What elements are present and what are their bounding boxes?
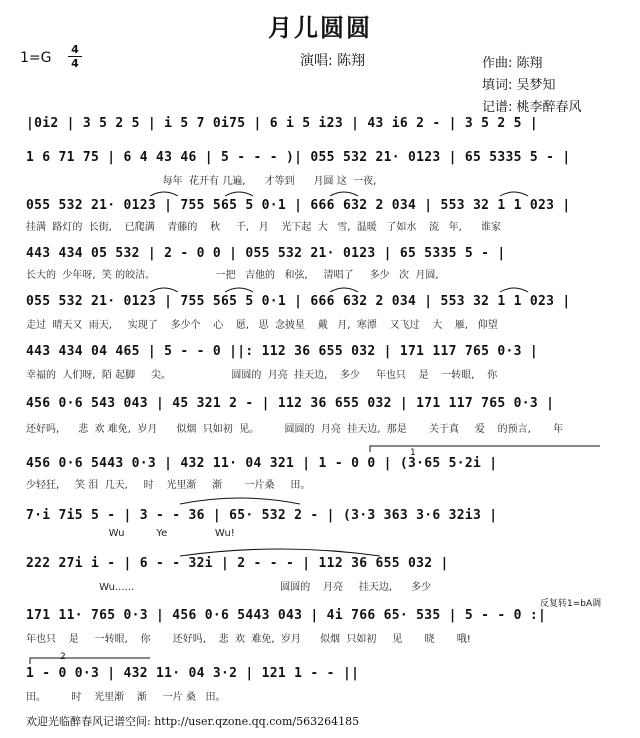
key-signature: 1=G bbox=[20, 50, 52, 66]
slur bbox=[150, 192, 178, 196]
slur bbox=[330, 288, 358, 292]
notes-line: 1 6 71 75 | 6 4 43 46 | 5 - - - )| 055 532 21· 0123 | 65 5335 5 - | bbox=[26, 150, 571, 165]
song-title: 月儿圆圆 bbox=[268, 13, 372, 42]
notes-line: 443 434 04 465 | 5 - - 0 ||: 112 36 655 032 | 171 117 765 0·3 | bbox=[26, 344, 538, 359]
slur bbox=[330, 192, 358, 196]
lyricist-credit: 填词: 吴梦知 bbox=[482, 78, 556, 93]
lyric-line-6: 幸福的 人们呀, 陌 起脚 尖。 圆圆的 月亮 挂天边, 多少 年也只 是 一转眼, 你 bbox=[26, 370, 498, 381]
lyric-line-5: 走过 晴天又 雨天, 实现了 多少个 心 愿, 思 念披星 戴 月, 寒潭 又飞过 大 雁, 仰望 bbox=[26, 320, 498, 331]
lyric-line-9: Wu Ye Wu! bbox=[26, 528, 235, 539]
volta-1-label: 1 bbox=[410, 448, 416, 458]
lyric-line-2: 每年 花开有 几遍, 才等到 月圆 这 一夜, bbox=[26, 176, 377, 187]
notes-line: |0i2 | 3 5 2 5 | i 5 7 0i75 | 6 i 5 i23 | 43 i6 2 - | 3 5 2 5 | bbox=[26, 116, 538, 131]
notes-line: 055 532 21· 0123 | 755 565 5 0·1 | 666 632 2 034 | 553 32 1 1 023 | bbox=[26, 294, 571, 309]
notes-line: 1 - 0 0·3 | 432 11· 04 3·2 | 121 1 - - || bbox=[26, 666, 360, 681]
lyric-line-7: 还好吗, 悲 欢 难免, 岁月 似烟 只如初 见。 圆圆的 月亮 挂天边, 那是 关于真 爱 的预言, 年 bbox=[26, 424, 564, 435]
notes-line: 443 434 05 532 | 2 - 0 0 | 055 532 21· 0123 | 65 5335 5 - | bbox=[26, 246, 506, 261]
lyric-line-10: Wu...... 圆圆的 月亮 挂天边, 多少 bbox=[26, 582, 432, 593]
slur bbox=[500, 288, 528, 292]
volta-2-bracket bbox=[30, 658, 150, 664]
footer-credit: 欢迎光临醉春风记谱空间: http://user.qzone.qq.com/563264185 bbox=[26, 715, 360, 728]
volta-2-label: 2 bbox=[60, 652, 66, 662]
lyric-line-11: 年也只 是 一转眼, 你 还好吗, 悲 欢 难免, 岁月 似烟 只如初 见 晓 哦! bbox=[26, 634, 471, 645]
lyric-line-4: 长大的 少年呀, 笑 的皎洁。 一把 吉他的 和弦, 清唱了 多少 次 月圆, bbox=[26, 270, 439, 281]
volta-1-bracket bbox=[370, 446, 600, 452]
notes-line: 7·i 7i5 5 - | 3 - - 36 | 65· 532 2 - | (3·3 363 3·6 32i3 | bbox=[26, 508, 498, 523]
slur bbox=[180, 498, 300, 504]
notes-line: 456 0·6 5443 0·3 | 432 11· 04 321 | 1 - 0 0 | (3·65 5·2i | bbox=[26, 456, 498, 471]
repeat-key-change-note: 反复转1=bA调 bbox=[540, 599, 602, 609]
meter-bottom: 4 bbox=[71, 57, 79, 70]
lyric-line-3: 挂满 路灯的 长街, 已爬满 青藤的 秋 千, 月 光下起 大 雪, 温暖 了如水 流 年, 谁家 bbox=[26, 222, 501, 233]
lyric-line-12: 田。 时 光里渐 渐 一片 桑 田。 bbox=[26, 692, 226, 703]
notes-line: 456 0·6 543 043 | 45 321 2 - | 112 36 655 032 | 171 117 765 0·3 | bbox=[26, 396, 555, 411]
slur bbox=[150, 288, 178, 292]
meter-top: 4 bbox=[71, 43, 79, 56]
slur bbox=[500, 192, 528, 196]
slur bbox=[225, 192, 253, 196]
lyric-line-8: 少轻狂, 笑 泪 几天, 时 光里渐 渐 一片桑 田。 bbox=[26, 480, 311, 491]
notes-line: 171 11· 765 0·3 | 456 0·6 5443 043 | 4i 766 65· 535 | 5 - - 0 :| bbox=[26, 608, 547, 623]
notes-line: 055 532 21· 0123 | 755 565 5 0·1 | 666 632 2 034 | 553 32 1 1 023 | bbox=[26, 198, 571, 213]
composer-credit: 作曲: 陈翔 bbox=[482, 56, 543, 71]
notes-line: 222 27i i - | 6 - - 32i | 2 - - - | 112 36 655 032 | bbox=[26, 556, 449, 571]
transcriber-credit: 记谱: 桃李醉春风 bbox=[482, 100, 582, 115]
singer-credit: 演唱: 陈翔 bbox=[300, 53, 366, 69]
slur bbox=[225, 288, 253, 292]
slur bbox=[180, 549, 380, 556]
